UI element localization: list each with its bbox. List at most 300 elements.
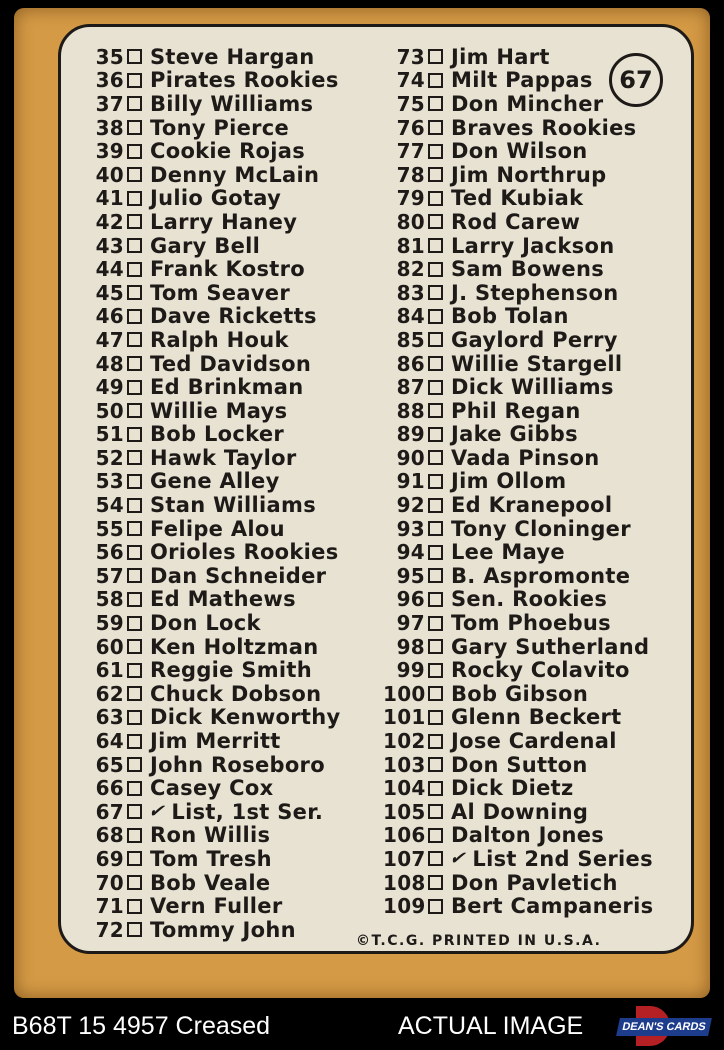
player-name: Ed Brinkman — [150, 375, 304, 400]
checklist-panel — [58, 24, 694, 954]
logo-text: DEAN'S CARDS — [616, 1018, 712, 1036]
checklist-row — [383, 163, 653, 187]
checklist-row — [86, 800, 341, 824]
checklist-row — [86, 210, 341, 234]
checkbox[interactable] — [127, 804, 142, 819]
checkbox[interactable] — [428, 498, 443, 513]
copyright-footer: ©T.C.G. PRINTED IN U.S.A. — [356, 933, 602, 949]
checklist-row — [383, 635, 653, 659]
checklist-row — [86, 682, 341, 706]
card-number: 48 — [95, 351, 124, 376]
card-number: 75 — [396, 91, 425, 116]
player-name: Willie Stargell — [451, 351, 623, 376]
player-name: Bob Gibson — [451, 681, 589, 706]
checklist-row — [383, 682, 653, 706]
checkbox[interactable] — [127, 450, 142, 465]
checkbox[interactable] — [127, 167, 142, 182]
card-number: 90 — [396, 445, 425, 470]
checklist-row — [383, 116, 653, 140]
card-number: 37 — [95, 91, 124, 116]
checklist-row — [86, 493, 341, 517]
player-name: Ted Davidson — [150, 351, 312, 376]
player-name: Dave Ricketts — [150, 304, 317, 329]
card-number: 101 — [383, 705, 426, 730]
player-name: Ron Willis — [150, 823, 271, 848]
player-name: Orioles Rookies — [150, 540, 339, 565]
checkbox[interactable] — [428, 167, 443, 182]
card-number: 98 — [396, 634, 425, 659]
checkbox[interactable] — [127, 356, 142, 371]
checklist-row — [383, 611, 653, 635]
card-border — [14, 8, 710, 998]
checklist-row — [86, 281, 341, 305]
card-number: 42 — [95, 209, 124, 234]
checkbox[interactable] — [428, 899, 443, 914]
player-name: Jim Merritt — [150, 729, 281, 754]
checkbox[interactable] — [127, 568, 142, 583]
player-name: Tom Phoebus — [451, 611, 611, 636]
checklist-row — [86, 92, 341, 116]
player-name: Bob Veale — [150, 870, 271, 895]
player-name: J. Stephenson — [451, 280, 619, 305]
card-number: 77 — [396, 139, 425, 164]
checkbox[interactable] — [428, 851, 443, 866]
checklist-row — [86, 399, 341, 423]
player-name: Glenn Beckert — [451, 705, 622, 730]
checkbox[interactable] — [428, 49, 443, 64]
card-number: 87 — [396, 375, 425, 400]
player-name: Ralph Houk — [150, 327, 289, 352]
player-name: Tony Pierce — [150, 115, 290, 140]
checklist-row — [86, 45, 341, 69]
checkbox[interactable] — [428, 828, 443, 843]
card-number: 43 — [95, 233, 124, 258]
card-number: 104 — [383, 776, 426, 801]
player-name: Don Sutton — [451, 752, 588, 777]
card-number: 46 — [95, 304, 124, 329]
checklist-row — [383, 564, 653, 588]
checklist-row — [383, 847, 653, 871]
deans-cards-logo — [612, 1006, 712, 1046]
card-number: 91 — [396, 469, 425, 494]
checkbox[interactable] — [127, 403, 142, 418]
player-name: List, 1st Ser. — [171, 799, 324, 824]
player-name: Jim Northrup — [451, 162, 607, 187]
checkbox[interactable] — [428, 356, 443, 371]
checklist-row — [383, 658, 653, 682]
checkbox[interactable] — [127, 686, 142, 701]
card-number: 70 — [95, 870, 124, 895]
card-number: 97 — [396, 611, 425, 636]
player-name: Braves Rookies — [451, 115, 637, 140]
checklist-row — [86, 847, 341, 871]
player-name: List 2nd Series — [472, 846, 653, 871]
player-name: Jim Ollom — [451, 469, 567, 494]
checkbox[interactable] — [428, 804, 443, 819]
card-number: 88 — [396, 398, 425, 423]
card-number: 93 — [396, 516, 425, 541]
card-number: 94 — [396, 540, 425, 565]
player-name: Willie Mays — [150, 398, 288, 423]
player-name: Stan Williams — [150, 493, 317, 518]
player-name: Sen. Rookies — [451, 587, 608, 612]
checkbox[interactable] — [428, 73, 443, 88]
card-number: 38 — [95, 115, 124, 140]
checklist-row — [383, 92, 653, 116]
checkmark-icon: ✔ — [146, 801, 170, 823]
player-name: Dan Schneider — [150, 563, 327, 588]
checkbox[interactable] — [127, 144, 142, 159]
checklist-row — [383, 305, 653, 329]
card-number: 52 — [95, 445, 124, 470]
checkbox[interactable] — [127, 828, 142, 843]
checkbox[interactable] — [127, 309, 142, 324]
player-name: Julio Gotay — [150, 186, 282, 211]
card-number-badge: 67 — [609, 53, 663, 107]
checklist-row — [383, 729, 653, 753]
checklist-row — [383, 540, 653, 564]
checkbox[interactable] — [127, 285, 142, 300]
player-name: Larry Haney — [150, 209, 298, 234]
checklist-row — [86, 423, 341, 447]
checklist-row — [383, 210, 653, 234]
card-number: 102 — [383, 729, 426, 754]
card-number: 49 — [95, 375, 124, 400]
checkbox[interactable] — [127, 96, 142, 111]
checkbox[interactable] — [127, 545, 142, 560]
player-name: Dick Kenworthy — [150, 705, 341, 730]
checkbox[interactable] — [428, 710, 443, 725]
checkbox[interactable] — [428, 521, 443, 536]
checkbox[interactable] — [127, 639, 142, 654]
card-number: 86 — [396, 351, 425, 376]
checkbox[interactable] — [127, 238, 142, 253]
checklist-row — [383, 824, 653, 848]
player-name: Lee Maye — [451, 540, 565, 565]
player-name: Hawk Taylor — [150, 445, 297, 470]
card-number: 61 — [95, 658, 124, 683]
checklist-row — [383, 706, 653, 730]
card-number: 78 — [396, 162, 425, 187]
checkbox[interactable] — [127, 521, 142, 536]
player-name: Vada Pinson — [451, 445, 600, 470]
checkbox[interactable] — [127, 616, 142, 631]
checkbox[interactable] — [428, 639, 443, 654]
card-number: 39 — [95, 139, 124, 164]
checklist-row — [86, 517, 341, 541]
card-number: 57 — [95, 563, 124, 588]
checkbox[interactable] — [428, 238, 443, 253]
player-name: Ed Mathews — [150, 587, 296, 612]
card-number: 53 — [95, 469, 124, 494]
checklist-row — [86, 163, 341, 187]
card-number: 71 — [95, 894, 124, 919]
checkbox[interactable] — [428, 781, 443, 796]
card-number: 63 — [95, 705, 124, 730]
checkbox[interactable] — [127, 474, 142, 489]
checkbox[interactable] — [428, 757, 443, 772]
checkbox[interactable] — [127, 922, 142, 937]
checkbox[interactable] — [428, 191, 443, 206]
checklist-row — [86, 328, 341, 352]
card-number: 36 — [95, 68, 124, 93]
card-number: 109 — [383, 894, 426, 919]
checklist-row — [383, 776, 653, 800]
checklist-row — [383, 257, 653, 281]
checkbox[interactable] — [428, 380, 443, 395]
player-name: Pirates Rookies — [150, 68, 339, 93]
player-name: Bob Tolan — [451, 304, 569, 329]
checklist-row — [86, 706, 341, 730]
checklist-row — [383, 493, 653, 517]
player-name: Ted Kubiak — [451, 186, 584, 211]
player-name: Felipe Alou — [150, 516, 285, 541]
checklist-row — [86, 139, 341, 163]
card-number: 83 — [396, 280, 425, 305]
checkbox[interactable] — [127, 214, 142, 229]
card-number: 107 — [383, 846, 426, 871]
card-number: 73 — [396, 44, 425, 69]
checkbox[interactable] — [428, 450, 443, 465]
checklist-row — [86, 116, 341, 140]
checkbox[interactable] — [428, 214, 443, 229]
checkbox[interactable] — [428, 144, 443, 159]
checklist-row — [86, 564, 341, 588]
card-number: 105 — [383, 799, 426, 824]
card-number: 85 — [396, 327, 425, 352]
player-name: Rod Carew — [451, 209, 581, 234]
player-name: Don Lock — [150, 611, 261, 636]
left-checklist-column — [86, 45, 341, 942]
checklist-row — [383, 800, 653, 824]
card-number: 82 — [396, 257, 425, 282]
card-number: 72 — [95, 917, 124, 942]
player-name: Don Wilson — [451, 139, 588, 164]
right-checklist-column — [383, 45, 653, 918]
checkbox[interactable] — [428, 616, 443, 631]
card-number: 35 — [95, 44, 124, 69]
checklist-row — [383, 187, 653, 211]
player-name: Rocky Colavito — [451, 658, 630, 683]
checklist-row — [86, 776, 341, 800]
checkbox[interactable] — [428, 734, 443, 749]
card-number: 50 — [95, 398, 124, 423]
player-name: Ed Kranepool — [451, 493, 613, 518]
player-name: Dalton Jones — [451, 823, 605, 848]
checkbox[interactable] — [127, 120, 142, 135]
player-name: Al Downing — [451, 799, 589, 824]
card-number: 62 — [95, 681, 124, 706]
player-name: B. Aspromonte — [451, 563, 631, 588]
card-number: 55 — [95, 516, 124, 541]
card-number: 65 — [95, 752, 124, 777]
checklist-row — [383, 871, 653, 895]
player-name: Phil Regan — [451, 398, 581, 423]
checklist-row — [383, 446, 653, 470]
player-name: Vern Fuller — [150, 894, 283, 919]
checkbox[interactable] — [428, 427, 443, 442]
player-name: Dick Williams — [451, 375, 614, 400]
checkmark-icon: ✔ — [447, 848, 471, 870]
player-name: Don Mincher — [451, 91, 604, 116]
checklist-row — [86, 470, 341, 494]
checkbox[interactable] — [428, 568, 443, 583]
checklist-row — [383, 588, 653, 612]
player-name: Reggie Smith — [150, 658, 313, 683]
card-number: 76 — [396, 115, 425, 140]
player-name: Frank Kostro — [150, 257, 306, 282]
card-number: 47 — [95, 327, 124, 352]
player-name: Cookie Rojas — [150, 139, 306, 164]
checklist-row — [383, 139, 653, 163]
checkbox[interactable] — [127, 710, 142, 725]
player-name: Chuck Dobson — [150, 681, 322, 706]
card-number: 79 — [396, 186, 425, 211]
checkbox[interactable] — [127, 380, 142, 395]
checkbox[interactable] — [127, 73, 142, 88]
checkbox[interactable] — [428, 592, 443, 607]
card-number: 89 — [396, 422, 425, 447]
card-number: 100 — [383, 681, 426, 706]
card-number: 99 — [396, 658, 425, 683]
checkbox[interactable] — [127, 851, 142, 866]
checklist-row — [86, 871, 341, 895]
checklist-row — [86, 375, 341, 399]
player-name: Bert Campaneris — [451, 894, 654, 919]
checklist-row — [383, 894, 653, 918]
checkbox[interactable] — [127, 191, 142, 206]
card-number: 60 — [95, 634, 124, 659]
checkbox[interactable] — [127, 332, 142, 347]
card-number: 74 — [396, 68, 425, 93]
checkbox[interactable] — [428, 332, 443, 347]
checkbox[interactable] — [127, 781, 142, 796]
checklist-row — [86, 588, 341, 612]
checklist-row — [383, 470, 653, 494]
card-number: 80 — [396, 209, 425, 234]
card-number: 40 — [95, 162, 124, 187]
checklist-row — [383, 352, 653, 376]
card-number: 41 — [95, 186, 124, 211]
checklist-row — [86, 352, 341, 376]
checklist-row — [86, 257, 341, 281]
checklist-row — [383, 328, 653, 352]
player-name: Gaylord Perry — [451, 327, 618, 352]
card-number: 95 — [396, 563, 425, 588]
checkbox[interactable] — [127, 734, 142, 749]
card-number: 106 — [383, 823, 426, 848]
card-number: 66 — [95, 776, 124, 801]
player-name: Denny McLain — [150, 162, 320, 187]
checklist-row — [383, 423, 653, 447]
player-name: Gary Sutherland — [451, 634, 650, 659]
player-name: Gary Bell — [150, 233, 261, 258]
card-number: 44 — [95, 257, 124, 282]
checklist-row — [86, 187, 341, 211]
card-number: 81 — [396, 233, 425, 258]
listing-caption: B68T 15 4957 Creased — [12, 1012, 271, 1040]
player-name: John Roseboro — [150, 752, 325, 777]
checkbox[interactable] — [428, 875, 443, 890]
checklist-row — [383, 517, 653, 541]
checklist-row — [86, 540, 341, 564]
checkbox[interactable] — [428, 120, 443, 135]
checkbox[interactable] — [428, 96, 443, 111]
player-name: Tom Seaver — [150, 280, 290, 305]
player-name: Jake Gibbs — [451, 422, 578, 447]
card-number: 54 — [95, 493, 124, 518]
checklist-row — [383, 375, 653, 399]
player-name: Jim Hart — [451, 44, 550, 69]
checklist-row — [86, 69, 341, 93]
player-name: Gene Alley — [150, 469, 280, 494]
checkbox[interactable] — [127, 592, 142, 607]
player-name: Tom Tresh — [150, 846, 272, 871]
checklist-row — [86, 635, 341, 659]
card-number: 45 — [95, 280, 124, 305]
checklist-row — [383, 281, 653, 305]
checkbox[interactable] — [127, 49, 142, 64]
checkbox[interactable] — [428, 309, 443, 324]
checklist-row — [86, 446, 341, 470]
player-name: Larry Jackson — [451, 233, 615, 258]
checkbox[interactable] — [127, 498, 142, 513]
checkbox[interactable] — [127, 427, 142, 442]
player-name: Billy Williams — [150, 91, 314, 116]
card-number: 56 — [95, 540, 124, 565]
checklist-row — [86, 658, 341, 682]
card-number: 67 — [95, 799, 124, 824]
checkbox[interactable] — [127, 875, 142, 890]
player-name: Bob Locker — [150, 422, 285, 447]
card-number: 92 — [396, 493, 425, 518]
checklist-row — [86, 894, 341, 918]
player-name: Tony Cloninger — [451, 516, 631, 541]
checkbox[interactable] — [428, 545, 443, 560]
player-name: Sam Bowens — [451, 257, 605, 282]
actual-image-caption: ACTUAL IMAGE — [398, 1012, 584, 1040]
player-name: Tommy John — [150, 917, 296, 942]
checkbox[interactable] — [428, 262, 443, 277]
card-number: 108 — [383, 870, 426, 895]
checkbox[interactable] — [127, 899, 142, 914]
checkbox[interactable] — [127, 757, 142, 772]
checkbox[interactable] — [127, 663, 142, 678]
checklist-row — [86, 305, 341, 329]
checkbox[interactable] — [428, 663, 443, 678]
checkbox[interactable] — [127, 262, 142, 277]
card-number: 59 — [95, 611, 124, 636]
card-number: 51 — [95, 422, 124, 447]
checkbox[interactable] — [428, 686, 443, 701]
checklist-row — [383, 399, 653, 423]
card-number: 64 — [95, 729, 124, 754]
card-number: 68 — [95, 823, 124, 848]
player-name: Don Pavletich — [451, 870, 618, 895]
checkbox[interactable] — [428, 285, 443, 300]
card-number: 96 — [396, 587, 425, 612]
checklist-row — [383, 753, 653, 777]
player-name: Steve Hargan — [150, 44, 315, 69]
player-name: Jose Cardenal — [451, 729, 617, 754]
checklist-row — [383, 234, 653, 258]
checkbox[interactable] — [428, 474, 443, 489]
checkbox[interactable] — [428, 403, 443, 418]
player-name: Ken Holtzman — [150, 634, 319, 659]
checklist-row — [86, 824, 341, 848]
card-number: 58 — [95, 587, 124, 612]
checklist-row — [86, 753, 341, 777]
